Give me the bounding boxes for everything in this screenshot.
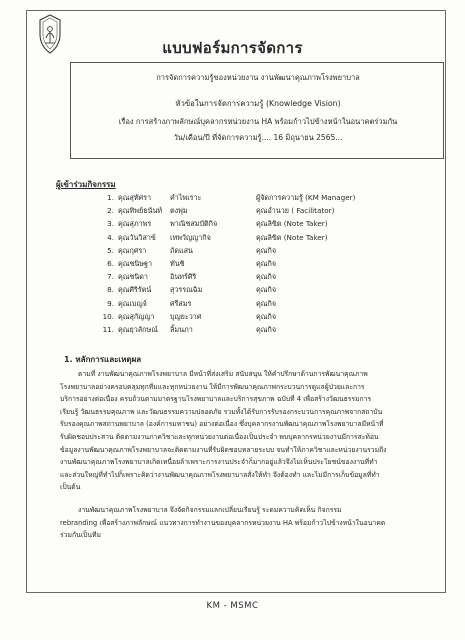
participant-role: คุณกิจ	[256, 298, 277, 308]
participant-row	[100, 312, 420, 325]
footer-label: KM - MSMC	[206, 601, 259, 611]
participant-number: 4.	[107, 232, 114, 242]
participant-first-name: คุณสุทัศรา	[118, 193, 152, 202]
participant-last-name: ถัดแสน	[170, 245, 193, 255]
participant-last-name: พาณิชสมบัติกิจ	[170, 219, 218, 229]
participant-number: 5.	[107, 245, 114, 255]
participant-row	[100, 206, 420, 219]
paragraph-line: รับรองคุณภาพสถานพยาบาล (องค์การมหาชน) อย่างต่อเนื่อง ซึ่งบุคลากรงานพัฒนาคุณภาพโรงพยาบาลมีหน้าที่	[60, 420, 384, 429]
participants-list	[100, 193, 420, 338]
participant-role: คุณอำนวย ( Facilitator)	[256, 206, 335, 216]
participant-row	[100, 299, 420, 312]
participant-role: คุณกิจ	[256, 285, 277, 295]
participant-role: ผู้จัดการความรู้ (KM Manager)	[256, 193, 356, 202]
participant-last-name: อินทร์ศิริ	[170, 272, 197, 282]
participant-role: คุณลิขิต (Note Taker)	[256, 219, 328, 229]
paragraph-line: เรียนรู้ วัฒนธรรมคุณภาพ และวัฒนธรรมความปลอดภัย รวมทั้งได้รับการรับรองกระบวนการคุณภาพจากสถาบัน	[60, 407, 383, 416]
participant-role: คุณกิจ	[256, 258, 277, 268]
participant-row	[100, 193, 420, 206]
paragraph-line: ร่วมกันเป็นทีม	[60, 531, 101, 540]
paragraph-line: โรงพยาบาลอย่างครอบคลุมทุกทีมและทุกหน่วยงาน ให้มีการพัฒนาคุณภาพกระบวนการดูแลผู้ป่วยและการ	[60, 382, 365, 391]
participant-number: 3.	[107, 219, 114, 229]
participant-first-name: คุณสุภาพร	[118, 219, 152, 229]
km-topic-heading: หัวข้อในการจัดการความรู้ (Knowledge Vision)	[175, 99, 341, 108]
section-heading-rationale: 1. หลักการและเหตุผล	[64, 355, 142, 364]
km-date-line: วัน/เดือน/ปี ที่จัดการความรู้.... 16 มิถุนายน 2565...	[173, 133, 343, 142]
paragraph-line: รับผิดชอบประสาน ติดตามงานภาควิชาและทุกหน่วยงานต่อเนื่องเป็นประจำ พบบุคลากรหน่วยงานมีการสะท้อน	[60, 432, 379, 441]
participant-number: 9.	[107, 298, 114, 308]
participant-last-name: ศรีสมร	[170, 298, 192, 308]
participant-role: คุณกิจ	[256, 324, 277, 334]
paragraph-line: งานพัฒนาคุณภาพโรงพยาบาล จึงจัดกิจกรรมแลกเปลี่ยนเรียนรู้ ระดมความคิดเห็น กิจกรรม	[78, 506, 342, 514]
participant-row	[100, 272, 420, 285]
participant-last-name: บุญยะวาศ	[170, 311, 202, 321]
participant-first-name: คุณศิริรัตน์	[118, 285, 152, 295]
participant-row	[100, 246, 420, 259]
participant-row	[100, 233, 420, 246]
rationale-paragraph	[60, 368, 426, 494]
paragraph-line: บริการอย่างต่อเนื่อง ครบถ้วนตามมาตรฐานโรงพยาบาลและบริการสุขภาพ ฉบับที่ 4 เพื่อสร้างวัฒนธรรมการ	[60, 395, 372, 404]
participant-last-name: เทพวัญญากิจ	[170, 232, 211, 242]
participant-first-name: คุณชนิดา	[118, 272, 148, 282]
participant-row	[100, 219, 420, 232]
participant-number: 10.	[102, 311, 114, 321]
paragraph-line: ข้อมูลงานพัฒนาคุณภาพโรงพยาบาลจะติดตามงานที่รับผิดชอบหลายระบบ จนทำให้ภาควิชาและหน่วยงานรวมถึง	[60, 445, 387, 454]
paragraph-line: rebranding เพื่อสร้างภาพลักษณ์ แนวทางการทำงานของบุคลากรหน่วยงาน HA พร้อมก้าวไปข้างหน้าในอนาคต	[60, 518, 386, 527]
participant-last-name: สุวรรณฉิม	[170, 285, 203, 295]
paragraph-line: เป็นต้น	[60, 483, 81, 492]
participant-first-name: คุณสุกัญญา	[118, 311, 155, 321]
participant-last-name: ลิ้มนภา	[170, 324, 193, 334]
participant-role: คุณกิจ	[256, 311, 277, 321]
participant-number: 8.	[107, 285, 114, 295]
paragraph-line: งานพัฒนาคุณภาพโรงพยาบาลเกิดเหนื่อยล้าเพราะการงานประจำก็มากอยู่แล้วจึงไม่เห็นประโยชน์ของงานที่ทำ	[60, 458, 378, 467]
participant-last-name: คำไพเราะ	[170, 193, 202, 202]
participant-role: คุณกิจ	[256, 245, 277, 255]
form-title: แบบฟอร์มการจัดการ	[162, 39, 303, 57]
paragraph-line: ตามที่ งานพัฒนาคุณภาพโรงพยาบาล มีหน้าที่ส่งเสริม สนับสนุน ให้คำปรึกษาด้านการพัฒนาคุณภาพ	[78, 370, 368, 378]
km-subject-line: เรื่อง การสร้างภาพลักษณ์บุคลากรหน่วยงาน HA พร้อมก้าวไปข้างหน้าในอนาคตร่วมกัน	[118, 117, 398, 126]
activity-paragraph	[60, 504, 426, 542]
participant-role: คุณกิจ	[256, 272, 277, 282]
participant-number: 6.	[107, 258, 114, 268]
participant-row	[100, 285, 420, 298]
km-unit-line: การจัดการความรู้ของหน่วยงาน งานพัฒนาคุณภาพโรงพยาบาล	[156, 73, 360, 82]
participants-heading: ผู้เข้าร่วมกิจกรรม	[56, 180, 116, 189]
participant-first-name: คุณเบญจ์	[118, 298, 147, 308]
participant-role: คุณลิขิต (Note Taker)	[256, 232, 328, 242]
participant-number: 11.	[102, 324, 114, 334]
participant-number: 7.	[107, 272, 114, 282]
participant-last-name: ตงพุ่ม	[170, 206, 188, 216]
participant-first-name: คุณชนิษฐา	[118, 258, 153, 268]
participant-number: 2.	[107, 206, 114, 216]
participant-last-name: ทันชิ	[170, 258, 185, 268]
participant-row	[100, 259, 420, 272]
participant-first-name: คุณวันวิสาข์	[118, 232, 156, 242]
participant-first-name: คุณทิพย์ธนันท์	[118, 206, 163, 216]
participant-first-name: คุณกุศรา	[118, 245, 147, 255]
participant-first-name: คุณยุวลักษณ์	[118, 324, 158, 334]
participant-number: 1.	[107, 193, 114, 202]
paragraph-line: และส่วนใหญ่ที่ทำไปก็เพราะคิดว่างานพัฒนาคุณภาพโรงพยาบาลสั่งให้ทำ จึงต้องทำ และไม่มีการเก็บข้อมูลที่ทำ	[60, 470, 380, 479]
info-box	[70, 62, 444, 159]
participant-row	[100, 325, 420, 338]
